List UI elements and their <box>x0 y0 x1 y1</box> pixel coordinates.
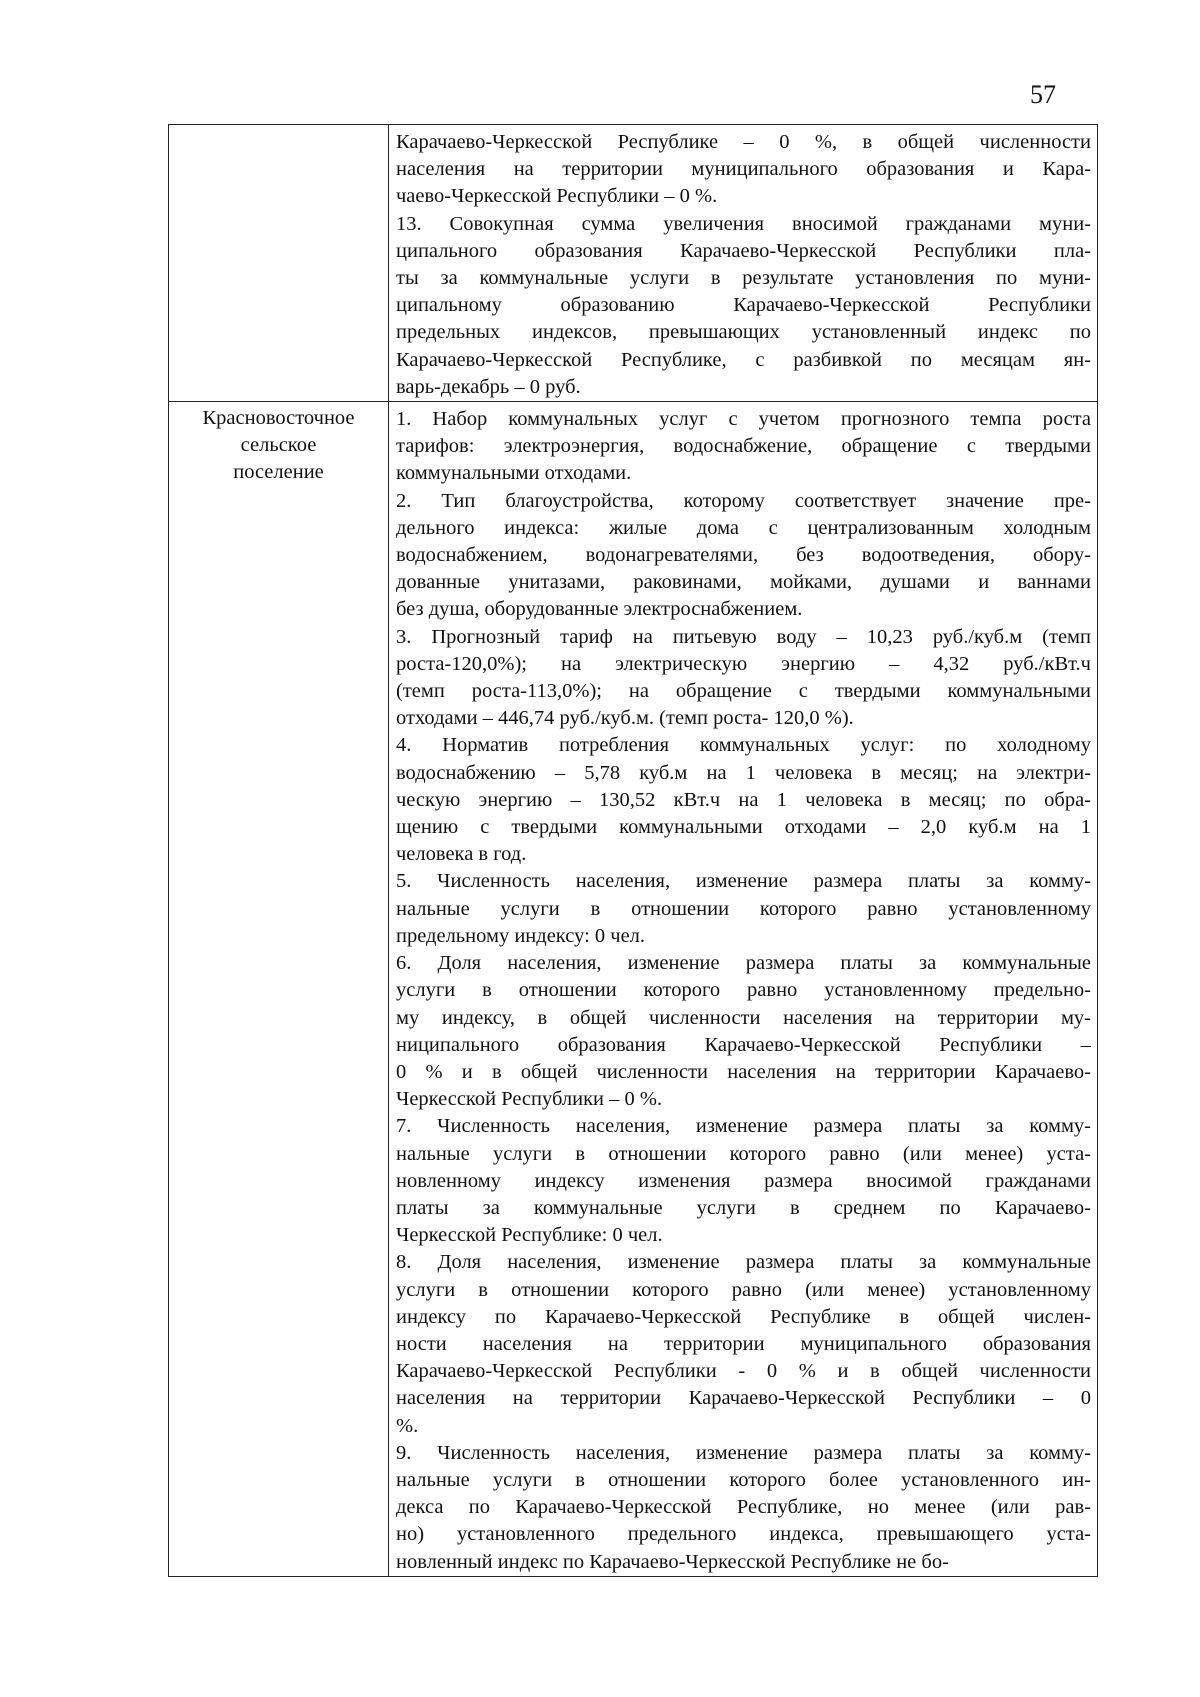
text-line: населения на территории муниципального образования и Кара- <box>396 158 1091 181</box>
text-line: 2. Тип благоустройства, которому соответствует значение пре- <box>396 489 1091 512</box>
indicator-paragraph <box>396 406 1091 488</box>
text-line: дованные унитазами, раковинами, мойками, душами и ваннами <box>396 571 1091 594</box>
text-line: варь-декабрь – 0 руб. <box>396 375 581 398</box>
indicator-paragraph <box>396 868 1091 950</box>
text-line: ципальному образованию Карачаево-Черкесской Республики <box>396 294 1091 317</box>
text-line: населения на территории Карачаево-Черкесской Республики – 0 <box>396 1387 1091 1410</box>
text-line: 6. Доля населения, изменение размера платы за коммунальные <box>396 952 1091 975</box>
text-line: предельных индексов, превышающих установленный индекс по <box>396 321 1091 344</box>
settlement-name <box>169 125 388 128</box>
table-row <box>169 125 1098 402</box>
text-line: водоснабжению – 5,78 куб.м на 1 человека в месяц; на электри- <box>396 761 1091 784</box>
text-line: Карачаево-Черкесской Республике – 0 %, в общей численности <box>396 131 1091 153</box>
text-line: нальные услуги в отношении которого равно установленному <box>396 897 1091 920</box>
indicator-paragraph <box>396 211 1091 401</box>
text-line: водоснабжением, водонагревателями, без водоотведения, обору- <box>396 544 1091 567</box>
text-line: чаево-Черкесской Республики – 0 %. <box>396 185 718 208</box>
text-line: щению с твердыми коммунальными отходами – 2,0 куб.м на 1 <box>396 816 1091 839</box>
text-line: 8. Доля населения, изменение размера платы за коммунальные <box>396 1251 1091 1274</box>
text-line: 3. Прогнозный тариф на питьевую воду – 10,23 руб./куб.м (темп <box>396 625 1091 648</box>
text-line: %. <box>396 1414 419 1437</box>
indicator-paragraph <box>396 732 1091 868</box>
text-line: дельного индекса: жилые дома с централизованным холодным <box>396 516 1091 539</box>
text-line: тарифов: электроэнергия, водоснабжение, обращение с твердыми <box>396 435 1091 458</box>
text-line: новленному индексу изменения размера вносимой гражданами <box>396 1169 1091 1192</box>
text-line: услуги в отношении которого равно (или менее) установленному <box>396 1278 1091 1301</box>
text-line: платы за коммунальные услуги в среднем по Карачаево- <box>396 1196 1091 1219</box>
indicators-cell <box>389 402 1098 1577</box>
text-line: (темп роста-113,0%); на обращение с твердыми коммунальными <box>396 680 1091 703</box>
text-line: Карачаево-Черкесской Республике, с разбивкой по месяцам ян- <box>396 348 1091 371</box>
text-line: роста-120,0%); на электрическую энергию – 4,32 руб./кВт.ч <box>396 652 1091 675</box>
text-line: ты за коммунальные услуги в результате установления по муни- <box>396 267 1091 290</box>
text-line: коммунальными отходами. <box>396 462 632 485</box>
indicator-paragraph <box>396 1440 1091 1576</box>
text-line: услуги в отношении которого равно установленному предельно- <box>396 979 1091 1002</box>
text-line: 1. Набор коммунальных услуг с учетом прогнозного темпа роста <box>396 408 1091 431</box>
indicator-paragraph <box>396 129 1091 211</box>
text-line: Карачаево-Черкесской Республики - 0 % и в общей численности <box>396 1360 1091 1383</box>
text-line: без душа, оборудованные электроснабжением. <box>396 598 803 621</box>
text-line: ниципального образования Карачаево-Черкесской Республики – <box>396 1033 1091 1056</box>
text-line: ческую энергию – 130,52 кВт.ч на 1 человека в месяц; по обра- <box>396 788 1091 811</box>
settlement-name <box>169 402 388 487</box>
text-line: 13. Совокупная сумма увеличения вносимой гражданами муни- <box>396 212 1091 235</box>
text-line: Черкесской Республики – 0 %. <box>396 1088 663 1111</box>
settlement-name-line: сельское <box>240 434 317 457</box>
settlement-cell <box>169 125 389 402</box>
text-line: новленный индекс по Карачаево-Черкесской Республике не бо- <box>396 1550 949 1573</box>
indicators-cell <box>389 125 1098 402</box>
text-line: предельному индексу: 0 чел. <box>396 924 646 947</box>
text-line: человека в год. <box>396 843 527 866</box>
indicator-paragraph <box>396 624 1091 733</box>
text-line: му индексу, в общей численности населения на территории му- <box>396 1006 1091 1029</box>
text-line: нальные услуги в отношении которого равно (или менее) уста- <box>396 1142 1091 1165</box>
indicator-paragraph <box>396 950 1091 1113</box>
text-line: но) установленного предельного индекса, превышающего уста- <box>396 1523 1091 1546</box>
text-line: 9. Численность населения, изменение размера платы за комму- <box>396 1441 1091 1464</box>
text-line: ности населения на территории муниципального образования <box>396 1332 1091 1355</box>
text-line: ципального образования Карачаево-Черкесской Республики пла- <box>396 239 1091 262</box>
text-line: декса по Карачаево-Черкесской Республике, но менее (или рав- <box>396 1496 1091 1519</box>
indicator-paragraph <box>396 488 1091 624</box>
page-number: 57 <box>1030 80 1056 109</box>
settlement-cell <box>169 402 389 1577</box>
text-line: 5. Численность населения, изменение размера платы за комму- <box>396 870 1091 893</box>
settlement-name-line: Красновосточное <box>202 407 355 430</box>
text-line: нальные услуги в отношении которого более установленного ин- <box>396 1468 1091 1491</box>
table-row <box>169 402 1098 1577</box>
text-line: 4. Норматив потребления коммунальных услуг: по холодному <box>396 734 1091 757</box>
text-line: отходами – 446,74 руб./куб.м. (темп роста- 120,0 %). <box>396 707 854 730</box>
indicator-paragraph <box>396 1249 1091 1439</box>
indicator-paragraph <box>396 1113 1091 1249</box>
text-line: 7. Численность населения, изменение размера платы за комму- <box>396 1115 1091 1138</box>
text-line: 0 % и в общей численности населения на территории Карачаево- <box>396 1060 1091 1083</box>
document-table <box>168 124 1098 1577</box>
text-line: Черкесской Республике: 0 чел. <box>396 1224 663 1247</box>
text-line: индексу по Карачаево-Черкесской Республике в общей числен- <box>396 1305 1091 1328</box>
settlement-name-line: поселение <box>233 461 324 484</box>
